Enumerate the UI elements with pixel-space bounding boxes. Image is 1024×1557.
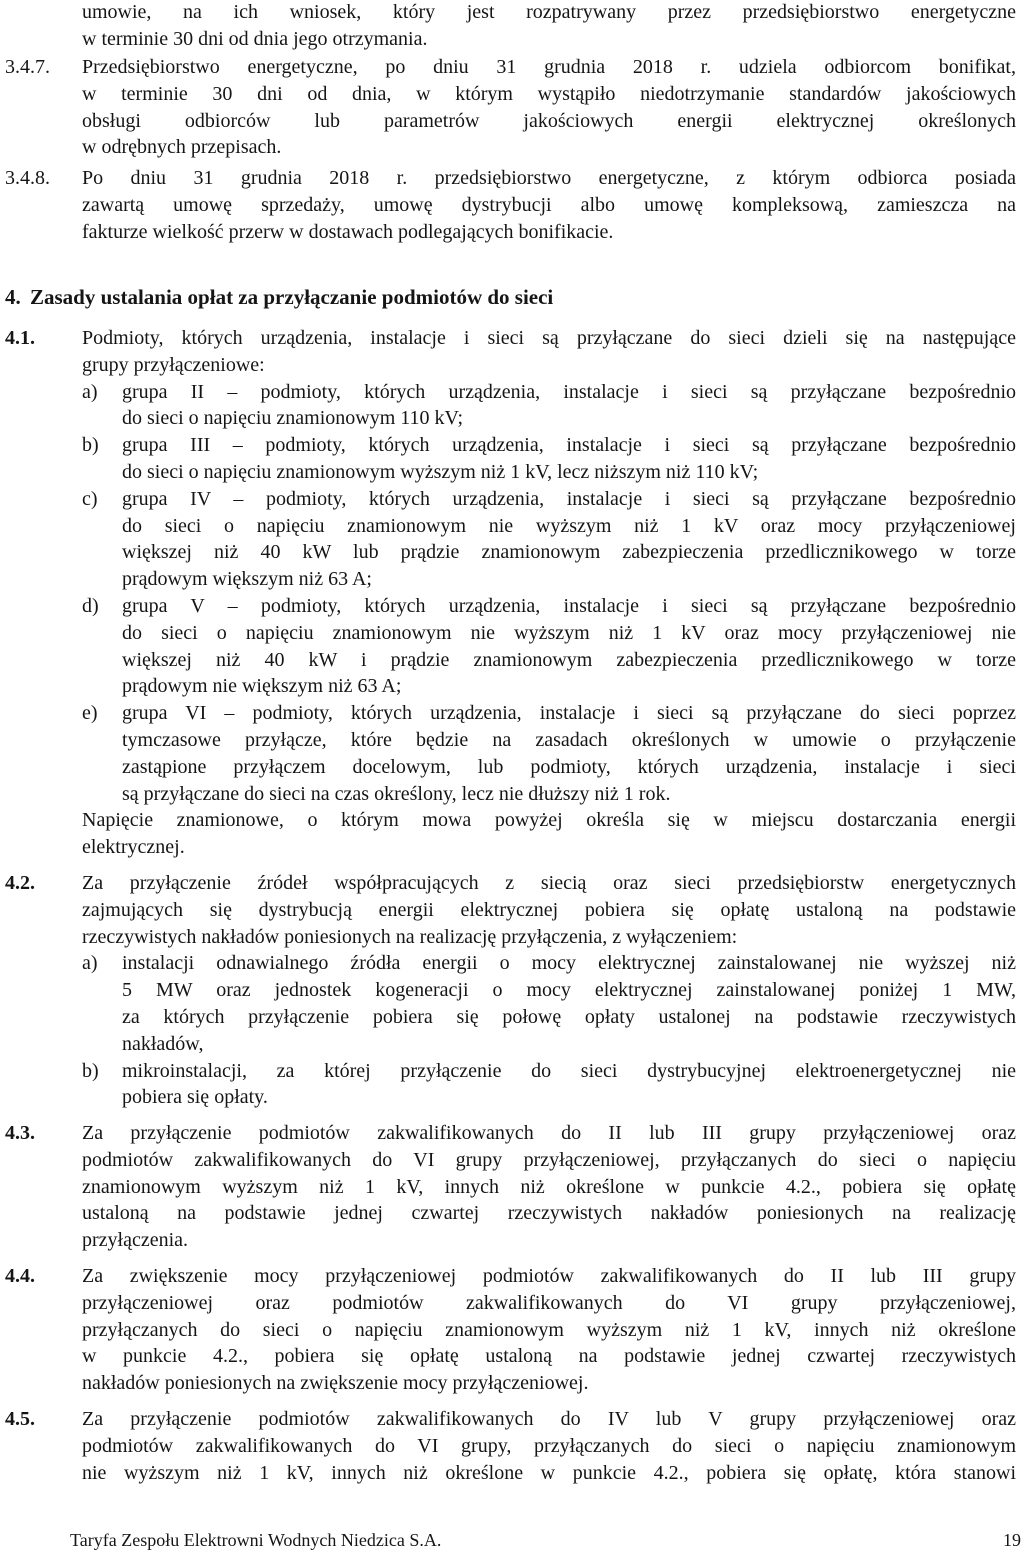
text-line: Napięcie znamionowe, o którym mowa powyżej określa się w miejscu dostarczania energii (82, 809, 1016, 832)
list-item (82, 593, 1016, 700)
text-line: tymczasowe przyłącze, które będzie na zasadach określonych w umowie o przyłączenie (122, 728, 1016, 751)
text-line: w punkcie 4.2., pobiera się opłatę ustaloną na podstawie jednej czwartej rzeczywistych (82, 1345, 1016, 1368)
section-note (82, 807, 1016, 861)
text-line: nie wyższym niż 1 kV, innych niż określone w punkcie 4.2., pobiera się opłatę, która stanowi (82, 1461, 1016, 1484)
text-line: instalacji odnawialnego źródła energii o mocy elektrycznej zainstalowanej nie wyższej niż (122, 952, 1016, 975)
text-line: rzeczywistych nakładów poniesionych na realizację przyłączenia, z wyłączeniem: (82, 925, 738, 948)
list-item-label: a) (82, 380, 98, 403)
text-line: prądowym większym niż 63 A; (122, 568, 372, 591)
chapter-title: Zasady ustalania opłat za przyłączanie podmiotów do sieci (30, 285, 554, 309)
section-text (82, 1263, 1016, 1397)
text-line: grupy przyłączeniowe: (82, 353, 265, 376)
text-line: Po dniu 31 grudnia 2018 r. przedsiębiorstwo energetyczne, z którym odbiorca posiada (82, 167, 1016, 189)
text-line: Podmioty, których urządzenia, instalacje i sieci są przyłączane do sieci dzieli się na następujące (82, 327, 1016, 349)
text-line: umowie, na ich wniosek, który jest rozpatrywany przez przedsiębiorstwo energetyczne (82, 1, 1016, 23)
list-item (82, 432, 1016, 486)
section-4-4 (0, 1263, 1024, 1397)
section-text (82, 1406, 1016, 1486)
text-line: podmiotów zakwalifikowanych do VI grupy, przyłączanych do sieci o napięciu znamionowym (82, 1434, 1016, 1457)
text-line: w odrębnych przepisach. (82, 136, 282, 159)
text-line: Za przyłączenie podmiotów zakwalifikowanych do II lub III grupy przyłączeniowej oraz (82, 1122, 1016, 1144)
text-line: grupa V – podmioty, których urządzenia, instalacje i sieci są przyłączane bezpośrednio (122, 594, 1016, 617)
section-number: 4.4. (5, 1265, 35, 1287)
section-number: 4.3. (5, 1122, 35, 1144)
list-item-label: b) (82, 434, 99, 457)
text-line: podmiotów zakwalifikowanych do VI grupy przyłączeniowej, przyłączanych do sieci o napięciu (82, 1148, 1016, 1171)
list-item (82, 950, 1016, 1057)
text-line: grupa III – podmioty, których urządzenia, instalacje i sieci są przyłączane bezpośrednio (122, 434, 1016, 457)
text-line: znamionowym wyższym niż 1 kV, innych niż określone w punkcie 4.2., pobiera się opłatę (82, 1175, 1016, 1198)
section-number: 3.4.7. (5, 56, 50, 78)
section-number: 3.4.8. (5, 167, 50, 189)
text-line: są przyłączane do sieci na czas określony, lecz nie dłuższy niż 1 rok. (122, 782, 671, 805)
section-3-4-8 (0, 165, 1024, 245)
text-line: nakładów poniesionych na zwiększenie mocy przyłączeniowej. (82, 1372, 589, 1395)
text-line: grupa IV – podmioty, których urządzenia, instalacje i sieci są przyłączane bezpośrednio (122, 487, 1016, 510)
chapter-number: 4. (5, 285, 21, 309)
section-text (82, 1120, 1016, 1254)
text-line: grupa VI – podmioty, których urządzenia, instalacje i sieci są przyłączane do sieci poprzez (122, 702, 1016, 725)
text-line: nakładów, (122, 1032, 204, 1055)
text-line: 5 MW oraz jednostek kogeneracji o mocy elektrycznej zainstalowanej poniżej 1 MW, (122, 979, 1016, 1002)
footer-title: Taryfa Zespołu Elektrowni Wodnych Niedzica S.A. (70, 1530, 442, 1550)
paragraph-text (82, 0, 1016, 53)
text-line: zawartą umowę sprzedaży, umowę dystrybucji albo umowę kompleksową, zamieszcza na (82, 193, 1016, 216)
paragraph-continuation (0, 0, 1024, 53)
section-3-4-7 (0, 54, 1024, 161)
text-line: większej niż 40 kW lub prądzie znamionowym zabezpieczenia przedlicznikowego w torze (122, 541, 1016, 564)
list-item (82, 700, 1016, 807)
list-item (82, 1058, 1016, 1112)
section-text (82, 870, 1016, 1111)
page-number: 19 (1003, 1530, 1021, 1550)
text-line: Za zwiększenie mocy przyłączeniowej podmiotów zakwalifikowanych do II lub III grupy (82, 1265, 1016, 1287)
text-line: przyłączeniowej oraz podmiotów zakwalifikowanych do VI grupy przyłączeniowej, (82, 1291, 1016, 1314)
text-line: zastąpione przyłączem docelowym, lub podmioty, których urządzenia, instalacje i sieci (122, 755, 1016, 778)
text-line: większej niż 40 kW i prądzie znamionowym zabezpieczenia przedlicznikowego w torze (122, 648, 1016, 671)
text-line: pobiera się opłaty. (122, 1086, 268, 1109)
text-line: przyłączenia. (82, 1229, 189, 1252)
list-item-label: c) (82, 487, 98, 510)
text-line: Za przyłączenie podmiotów zakwalifikowanych do IV lub V grupy przyłączeniowej oraz (82, 1408, 1016, 1430)
text-line: do sieci o napięciu znamionowym 110 kV; (122, 407, 464, 430)
text-line: mikroinstalacji, za której przyłączenie do sieci dystrybucyjnej elektroenergetycznej nie (122, 1059, 1016, 1082)
text-line: w terminie 30 dni od dnia jego otrzymania. (82, 27, 428, 50)
list-item-label: b) (82, 1059, 99, 1082)
text-line: fakturze wielkość przerw w dostawach podlegających bonifikacie. (82, 220, 614, 243)
list-item-label: d) (82, 594, 99, 617)
section-number: 4.1. (5, 327, 35, 349)
text-line: do sieci o napięciu znamionowym wyższym niż 1 kV, lecz niższym niż 110 kV; (122, 460, 759, 483)
section-text (82, 325, 1016, 861)
text-line: Przedsiębiorstwo energetyczne, po dniu 31 grudnia 2018 r. udziela odbiorcom bonifikat, (82, 56, 1016, 78)
section-number: 4.5. (5, 1408, 35, 1430)
text-line: grupa II – podmioty, których urządzenia, instalacje i sieci są przyłączane bezpośrednio (122, 380, 1016, 403)
text-line: do sieci o napięciu znamionowym nie wyższym niż 1 kV oraz mocy przyłączeniowej (122, 514, 1016, 537)
section-text (82, 54, 1016, 161)
section-4-5 (0, 1406, 1024, 1486)
list-item-label: e) (82, 702, 98, 725)
section-4-2 (0, 870, 1024, 1111)
list-item-label: a) (82, 952, 98, 975)
text-line: obsługi odbiorców lub parametrów jakościowych energii elektrycznej określonych (82, 109, 1016, 132)
text-line: elektrycznej. (82, 836, 185, 859)
list-item (82, 379, 1016, 433)
text-line: prądowym nie większym niż 63 A; (122, 675, 402, 698)
text-line: do sieci o napięciu znamionowym nie wyższym niż 1 kV oraz mocy przyłączeniowej nie (122, 621, 1016, 644)
section-4-1 (0, 325, 1024, 861)
section-text (82, 165, 1016, 245)
text-line: przyłączanych do sieci o napięciu znamionowym wyższym niż 1 kV, innych niż określone (82, 1318, 1016, 1341)
text-line: zajmujących się dystrybucją energii elektrycznej pobiera się opłatę ustaloną na podstawie (82, 898, 1016, 921)
section-number: 4.2. (5, 872, 35, 894)
text-line: Za przyłączenie źródeł współpracujących z siecią oraz sieci przedsiębiorstw energetycznych (82, 872, 1016, 894)
text-line: ustaloną na podstawie jednej czwartej rzeczywistych nakładów poniesionych na realizację (82, 1202, 1016, 1225)
text-line: za których przyłączenie pobiera się połowę opłaty ustalonej na podstawie rzeczywistych (122, 1005, 1016, 1028)
list-item (82, 486, 1016, 593)
text-line: w terminie 30 dni od dnia, w którym wystąpiło niedotrzymanie standardów jakościowych (82, 82, 1016, 105)
section-4-3 (0, 1120, 1024, 1254)
